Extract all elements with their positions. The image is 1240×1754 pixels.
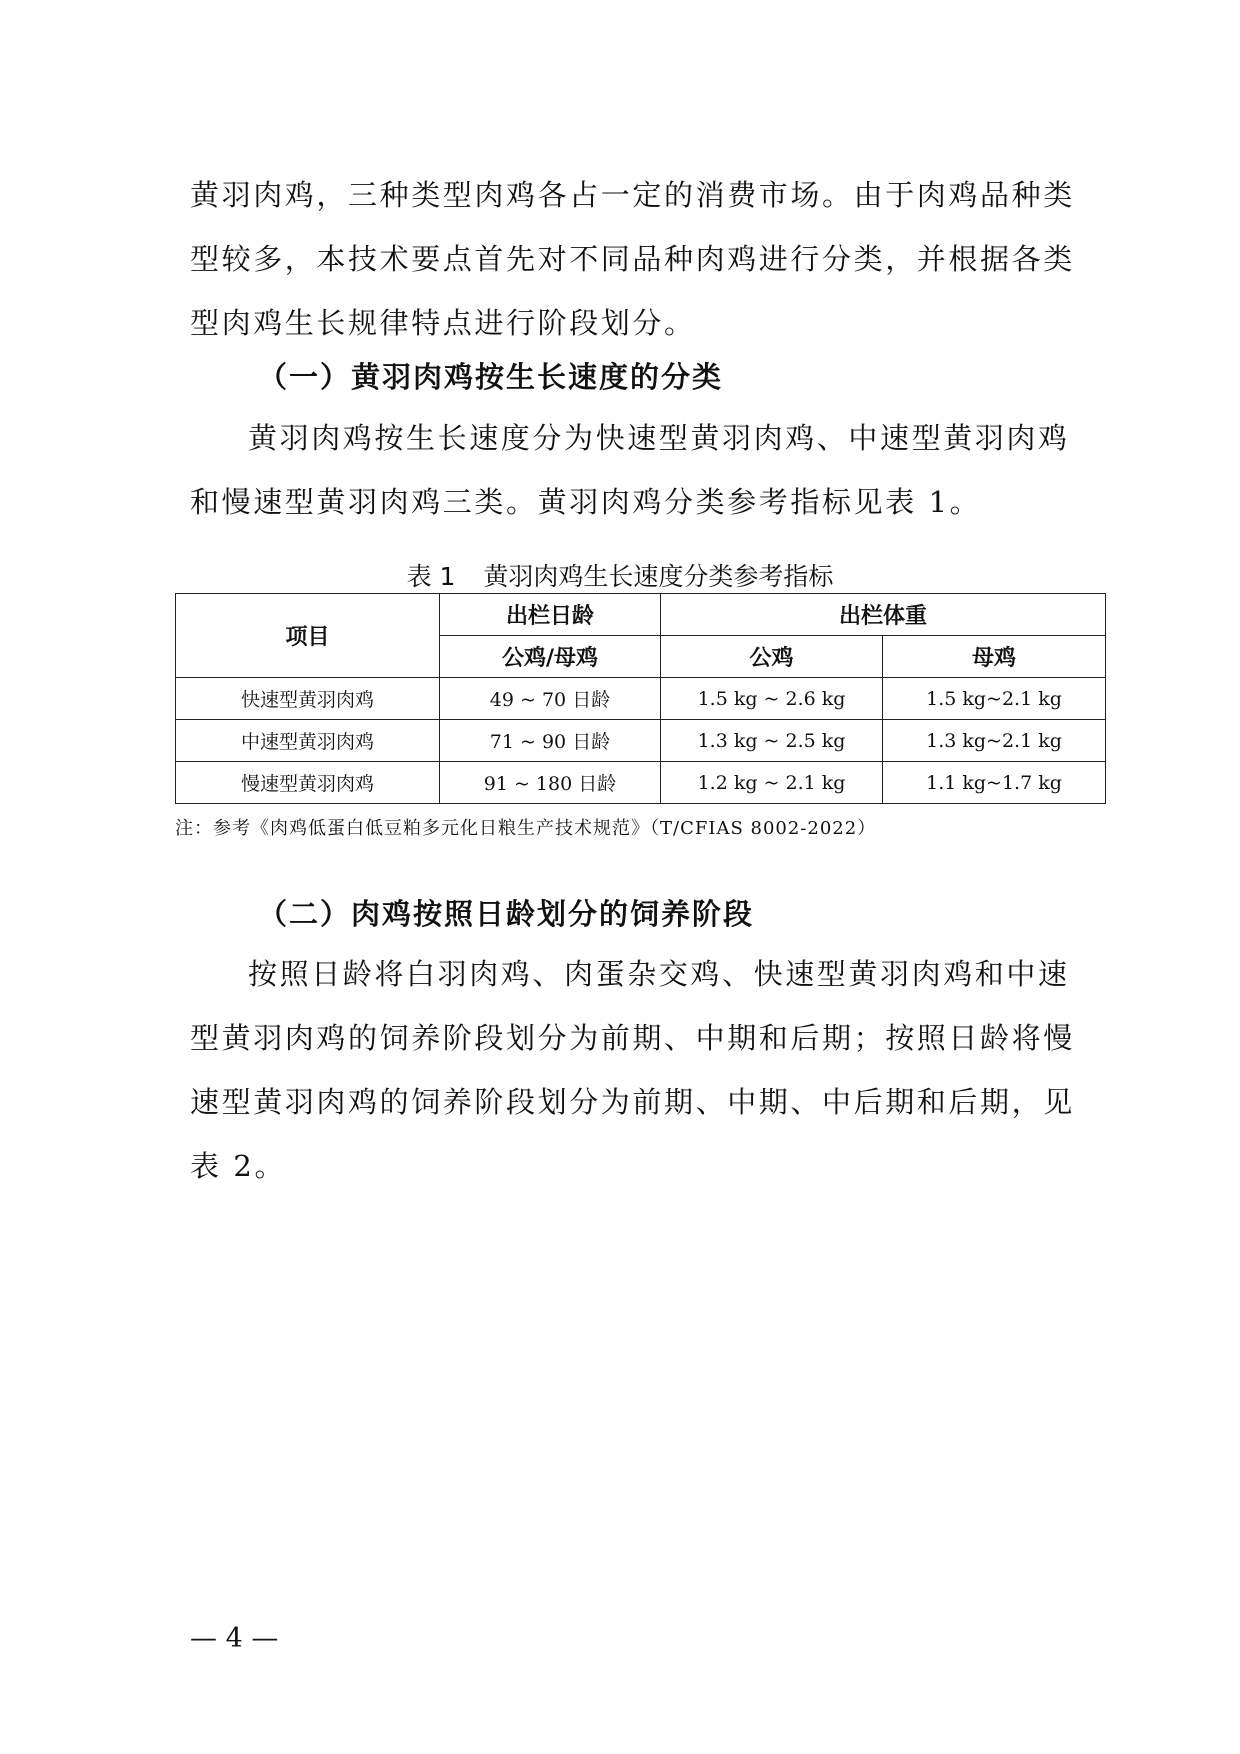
paragraph-line: 黄羽肉鸡按生长速度分为快速型黄羽肉鸡、中速型黄羽肉鸡 [248,421,1070,455]
row-name: 快速型黄羽肉鸡 [176,678,440,720]
header-female: 母鸡 [883,636,1106,678]
paragraph-line: 型肉鸡生长规律特点进行阶段划分。 [190,306,696,340]
paragraph-line: 速型黄羽肉鸡的饲养阶段划分为前期、中期、中后期和后期，见 [190,1085,1075,1119]
header-age-group: 出栏日龄 [440,594,661,636]
row-name: 中速型黄羽肉鸡 [176,720,440,762]
table-row [176,762,1106,804]
row-age: 91 ~ 180 日龄 [440,762,661,804]
intro-paragraph [190,163,1075,355]
row-age: 71 ~ 90 日龄 [440,720,661,762]
header-male: 公鸡 [661,636,883,678]
header-weight-group: 出栏体重 [661,594,1106,636]
paragraph-line: 按照日龄将白羽肉鸡、肉蛋杂交鸡、快速型黄羽肉鸡和中速 [248,957,1070,991]
table-caption-title: 黄羽肉鸡生长速度分类参考指标 [483,562,834,591]
row-female-weight: 1.5 kg~2.1 kg [883,678,1106,720]
table-caption [0,557,1240,593]
table-note: 注：参考《肉鸡低蛋白低豆粕多元化日粮生产技术规范》（T/CFIAS 8002-2022） [175,818,877,839]
row-male-weight: 1.2 kg ~ 2.1 kg [661,762,883,804]
section-heading-1: （一）黄羽肉鸡按生长速度的分类 [258,360,724,394]
table-row [176,678,1106,720]
table-row [176,720,1106,762]
section-heading-2: （二）肉鸡按照日龄划分的饲养阶段 [258,897,755,931]
classification-paragraph [190,406,1070,534]
row-male-weight: 1.5 kg ~ 2.6 kg [661,678,883,720]
header-item: 项目 [176,594,440,678]
row-female-weight: 1.3 kg~2.1 kg [883,720,1106,762]
table-caption-number: 表 1 [406,562,456,591]
paragraph-line: 型黄羽肉鸡的饲养阶段划分为前期、中期和后期；按照日龄将慢 [190,1021,1075,1055]
table-header-row [176,594,1106,636]
feeding-stage-paragraph [190,942,1075,1198]
row-name: 慢速型黄羽肉鸡 [176,762,440,804]
paragraph-line: 黄羽肉鸡，三种类型肉鸡各占一定的消费市场。由于肉鸡品种类 [190,178,1075,212]
classification-table [175,593,1106,804]
page-number: — 4 — [190,1623,279,1654]
row-male-weight: 1.3 kg ~ 2.5 kg [661,720,883,762]
row-female-weight: 1.1 kg~1.7 kg [883,762,1106,804]
row-age: 49 ~ 70 日龄 [440,678,661,720]
paragraph-line: 型较多，本技术要点首先对不同品种肉鸡进行分类，并根据各类 [190,242,1075,276]
paragraph-line: 表 2。 [190,1149,287,1183]
paragraph-line: 和慢速型黄羽肉鸡三类。黄羽肉鸡分类参考指标见表 1。 [190,485,982,519]
header-age-sub: 公鸡/母鸡 [440,636,661,678]
